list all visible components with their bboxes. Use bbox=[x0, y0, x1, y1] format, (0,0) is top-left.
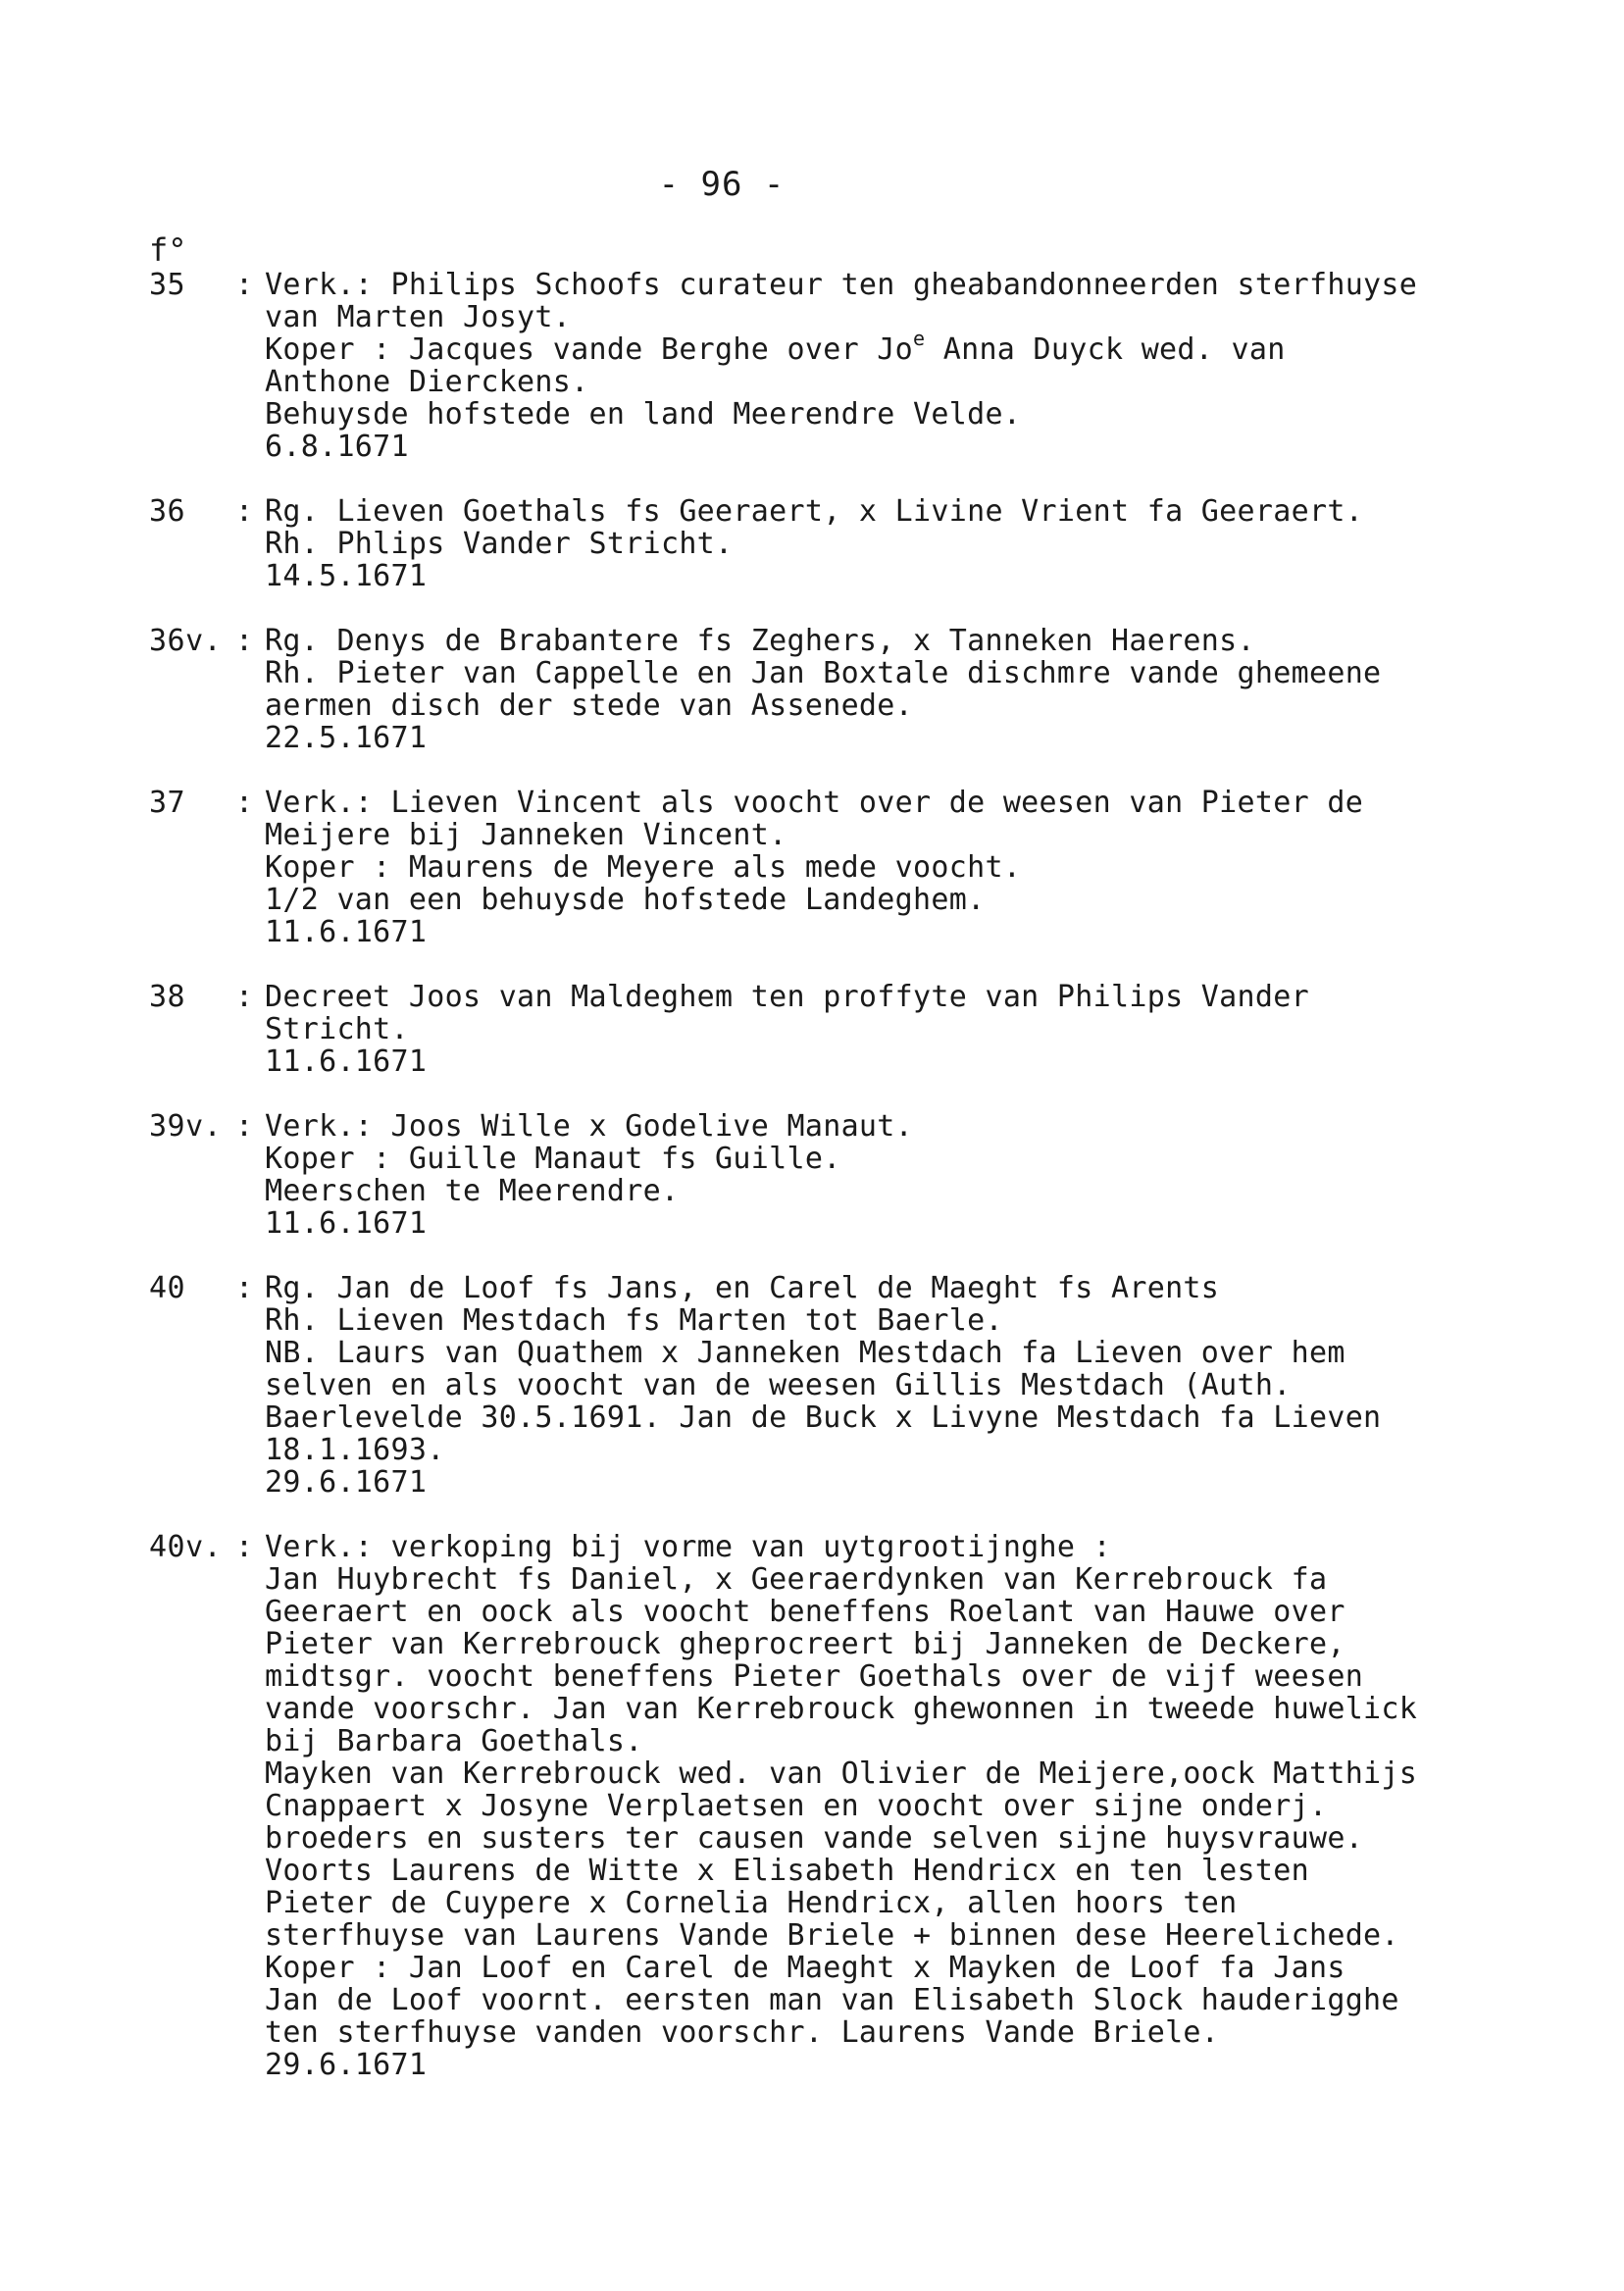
superscript-e: e bbox=[913, 327, 926, 350]
entry-line: Pieter de Cuypere x Cornelia Hendricx, allen hoors ten bbox=[265, 1886, 1238, 1920]
entry-text bbox=[265, 787, 1542, 948]
entry-36 bbox=[149, 495, 1542, 592]
entry-line-koper bbox=[265, 327, 1542, 367]
entry-line: Verk.: Philips Schoofs curateur ten gheabandonneerden sterfhuyse bbox=[265, 268, 1418, 302]
entry-colon: : bbox=[235, 786, 254, 820]
entry-folio-ref: 39v. bbox=[149, 1109, 223, 1144]
entry-line: sterfhuyse van Laurens Vande Briele + binnen dese Heerelichede. bbox=[265, 1918, 1399, 1953]
entry-40v bbox=[149, 1531, 1542, 2081]
entry-line: NB. Laurs van Quathem x Janneken Mestdach fa Lieven over hem bbox=[265, 1336, 1345, 1370]
page-number: - 96 - bbox=[658, 165, 786, 204]
entry-colon: : bbox=[235, 1271, 254, 1305]
entry-text bbox=[265, 981, 1542, 1078]
entry-line: aermen disch der stede van Assenede. bbox=[265, 688, 914, 723]
entry-38 bbox=[149, 981, 1542, 1078]
entry-line: Jan de Loof voornt. eersten man van Elisabeth Slock hauderigghe bbox=[265, 1983, 1399, 2017]
entry-folio-ref: 37 bbox=[149, 786, 186, 820]
entry-date: 22.5.1671 bbox=[265, 721, 428, 755]
entry-line: Stricht. bbox=[265, 1012, 409, 1046]
entry-text bbox=[265, 495, 1542, 592]
entry-line: selven en als voocht van de weesen Gillis Mestdach (Auth. bbox=[265, 1368, 1292, 1402]
entry-line: Rg. Jan de Loof fs Jans, en Carel de Maeght fs Arents bbox=[265, 1271, 1220, 1305]
entry-line: Rg. Lieven Goethals fs Geeraert, x Livine Vrient fa Geeraert. bbox=[265, 494, 1364, 529]
entry-line: Verk.: Lieven Vincent als voocht over de weesen van Pieter de bbox=[265, 786, 1364, 820]
entry-line: Meijere bij Janneken Vincent. bbox=[265, 818, 787, 852]
entry-text bbox=[265, 625, 1542, 754]
entry-line: Behuysde hofstede en land Meerendre Velde. bbox=[265, 397, 1022, 432]
entry-folio-ref: 35 bbox=[149, 268, 186, 302]
entry-date: 6.8.1671 bbox=[265, 430, 409, 464]
entry-date: 11.6.1671 bbox=[265, 915, 428, 949]
entry-line: vande voorschr. Jan van Kerrebrouck ghewonnen in tweede huwelick bbox=[265, 1692, 1418, 1726]
entry-colon: : bbox=[235, 494, 254, 529]
entry-folio-ref: 40v. bbox=[149, 1530, 223, 1564]
entry-line: Decreet Joos van Maldeghem ten proffyte van Philips Vander bbox=[265, 980, 1309, 1014]
entry-date: 14.5.1671 bbox=[265, 559, 428, 593]
entry-colon: : bbox=[235, 268, 254, 302]
entry-line: midtsgr. voocht beneffens Pieter Goethals over de vijf weesen bbox=[265, 1659, 1364, 1694]
entry-folio-ref: 40 bbox=[149, 1271, 186, 1305]
entry-line: Anthone Dierckens. bbox=[265, 365, 589, 399]
entry-line: Verk.: verkoping bij vorme van uytgrootijnghe : bbox=[265, 1530, 1111, 1564]
entry-39v bbox=[149, 1110, 1542, 1240]
entry-line: Jan Huybrecht fs Daniel, x Geeraerdynken van Kerrebrouck fa bbox=[265, 1562, 1328, 1597]
entry-line: Meerschen te Meerendre. bbox=[265, 1174, 680, 1208]
folio-label: f° bbox=[149, 231, 187, 269]
entry-date: 29.6.1671 bbox=[265, 1465, 428, 1500]
entry-folio-ref: 38 bbox=[149, 980, 186, 1014]
entry-line: Rh. Phlips Vander Stricht. bbox=[265, 527, 734, 561]
entry-colon: : bbox=[235, 1530, 254, 1564]
entry-line: Koper : Jan Loof en Carel de Maeght x Mayken de Loof fa Jans bbox=[265, 1951, 1345, 1985]
entry-date: 11.6.1671 bbox=[265, 1206, 428, 1241]
entry-folio-ref: 36 bbox=[149, 494, 186, 529]
entry-line: Voorts Laurens de Witte x Elisabeth Hendricx en ten lesten bbox=[265, 1854, 1309, 1888]
entry-text bbox=[265, 1110, 1542, 1240]
entry-line: Geeraert en oock als voocht beneffens Roelant van Hauwe over bbox=[265, 1595, 1345, 1629]
entry-line: Rh. Lieven Mestdach fs Marten tot Baerle. bbox=[265, 1303, 1003, 1338]
entry-text bbox=[265, 269, 1542, 463]
entry-37 bbox=[149, 787, 1542, 948]
entry-text bbox=[265, 1272, 1542, 1499]
entry-line: Rh. Pieter van Cappelle en Jan Boxtale dischmre vande ghemeene bbox=[265, 656, 1382, 690]
entry-36v bbox=[149, 625, 1542, 754]
entry-colon: : bbox=[235, 980, 254, 1014]
entry-date: 11.6.1671 bbox=[265, 1044, 428, 1079]
entry-line: Mayken van Kerrebrouck wed. van Olivier de Meijere,oock Matthijs bbox=[265, 1756, 1418, 1791]
entry-line: Koper : Maurens de Meyere als mede voocht. bbox=[265, 850, 1022, 885]
entry-line: Baerlevelde 30.5.1691. Jan de Buck x Livyne Mestdach fa Lieven bbox=[265, 1400, 1382, 1435]
entry-35 bbox=[149, 269, 1542, 463]
entry-colon: : bbox=[235, 1109, 254, 1144]
entry-line: broeders en susters ter causen vande selven sijne huysvrauwe. bbox=[265, 1821, 1364, 1856]
entry-folio-ref: 36v. bbox=[149, 624, 223, 658]
entry-line: 18.1.1693. bbox=[265, 1433, 445, 1467]
entry-line: Cnappaert x Josyne Verplaetsen en voocht over sijne onderj. bbox=[265, 1789, 1328, 1823]
entry-list bbox=[149, 269, 1542, 2113]
entry-line: 1/2 van een behuysde hofstede Landeghem. bbox=[265, 883, 986, 917]
entry-line: van Marten Josyt. bbox=[265, 300, 572, 334]
entry-line: Pieter van Kerrebrouck gheprocreert bij Janneken de Deckere, bbox=[265, 1627, 1345, 1661]
koper-text-tail: Anna Duyck wed. van bbox=[925, 332, 1286, 367]
entries-rest bbox=[149, 495, 1542, 2081]
entry-40 bbox=[149, 1272, 1542, 1499]
entry-line: Verk.: Joos Wille x Godelive Manaut. bbox=[265, 1109, 914, 1144]
entry-line: Koper : Guille Manaut fs Guille. bbox=[265, 1142, 841, 1176]
entry-line: Rg. Denys de Brabantere fs Zeghers, x Tanneken Haerens. bbox=[265, 624, 1255, 658]
entry-colon: : bbox=[235, 624, 254, 658]
entry-date: 29.6.1671 bbox=[265, 2048, 428, 2082]
entry-line: bij Barbara Goethals. bbox=[265, 1724, 643, 1758]
entry-line: ten sterfhuyse vanden voorschr. Laurens Vande Briele. bbox=[265, 2015, 1220, 2050]
entry-text bbox=[265, 1531, 1542, 2081]
koper-text: Koper : Jacques vande Berghe over Jo bbox=[265, 332, 914, 367]
